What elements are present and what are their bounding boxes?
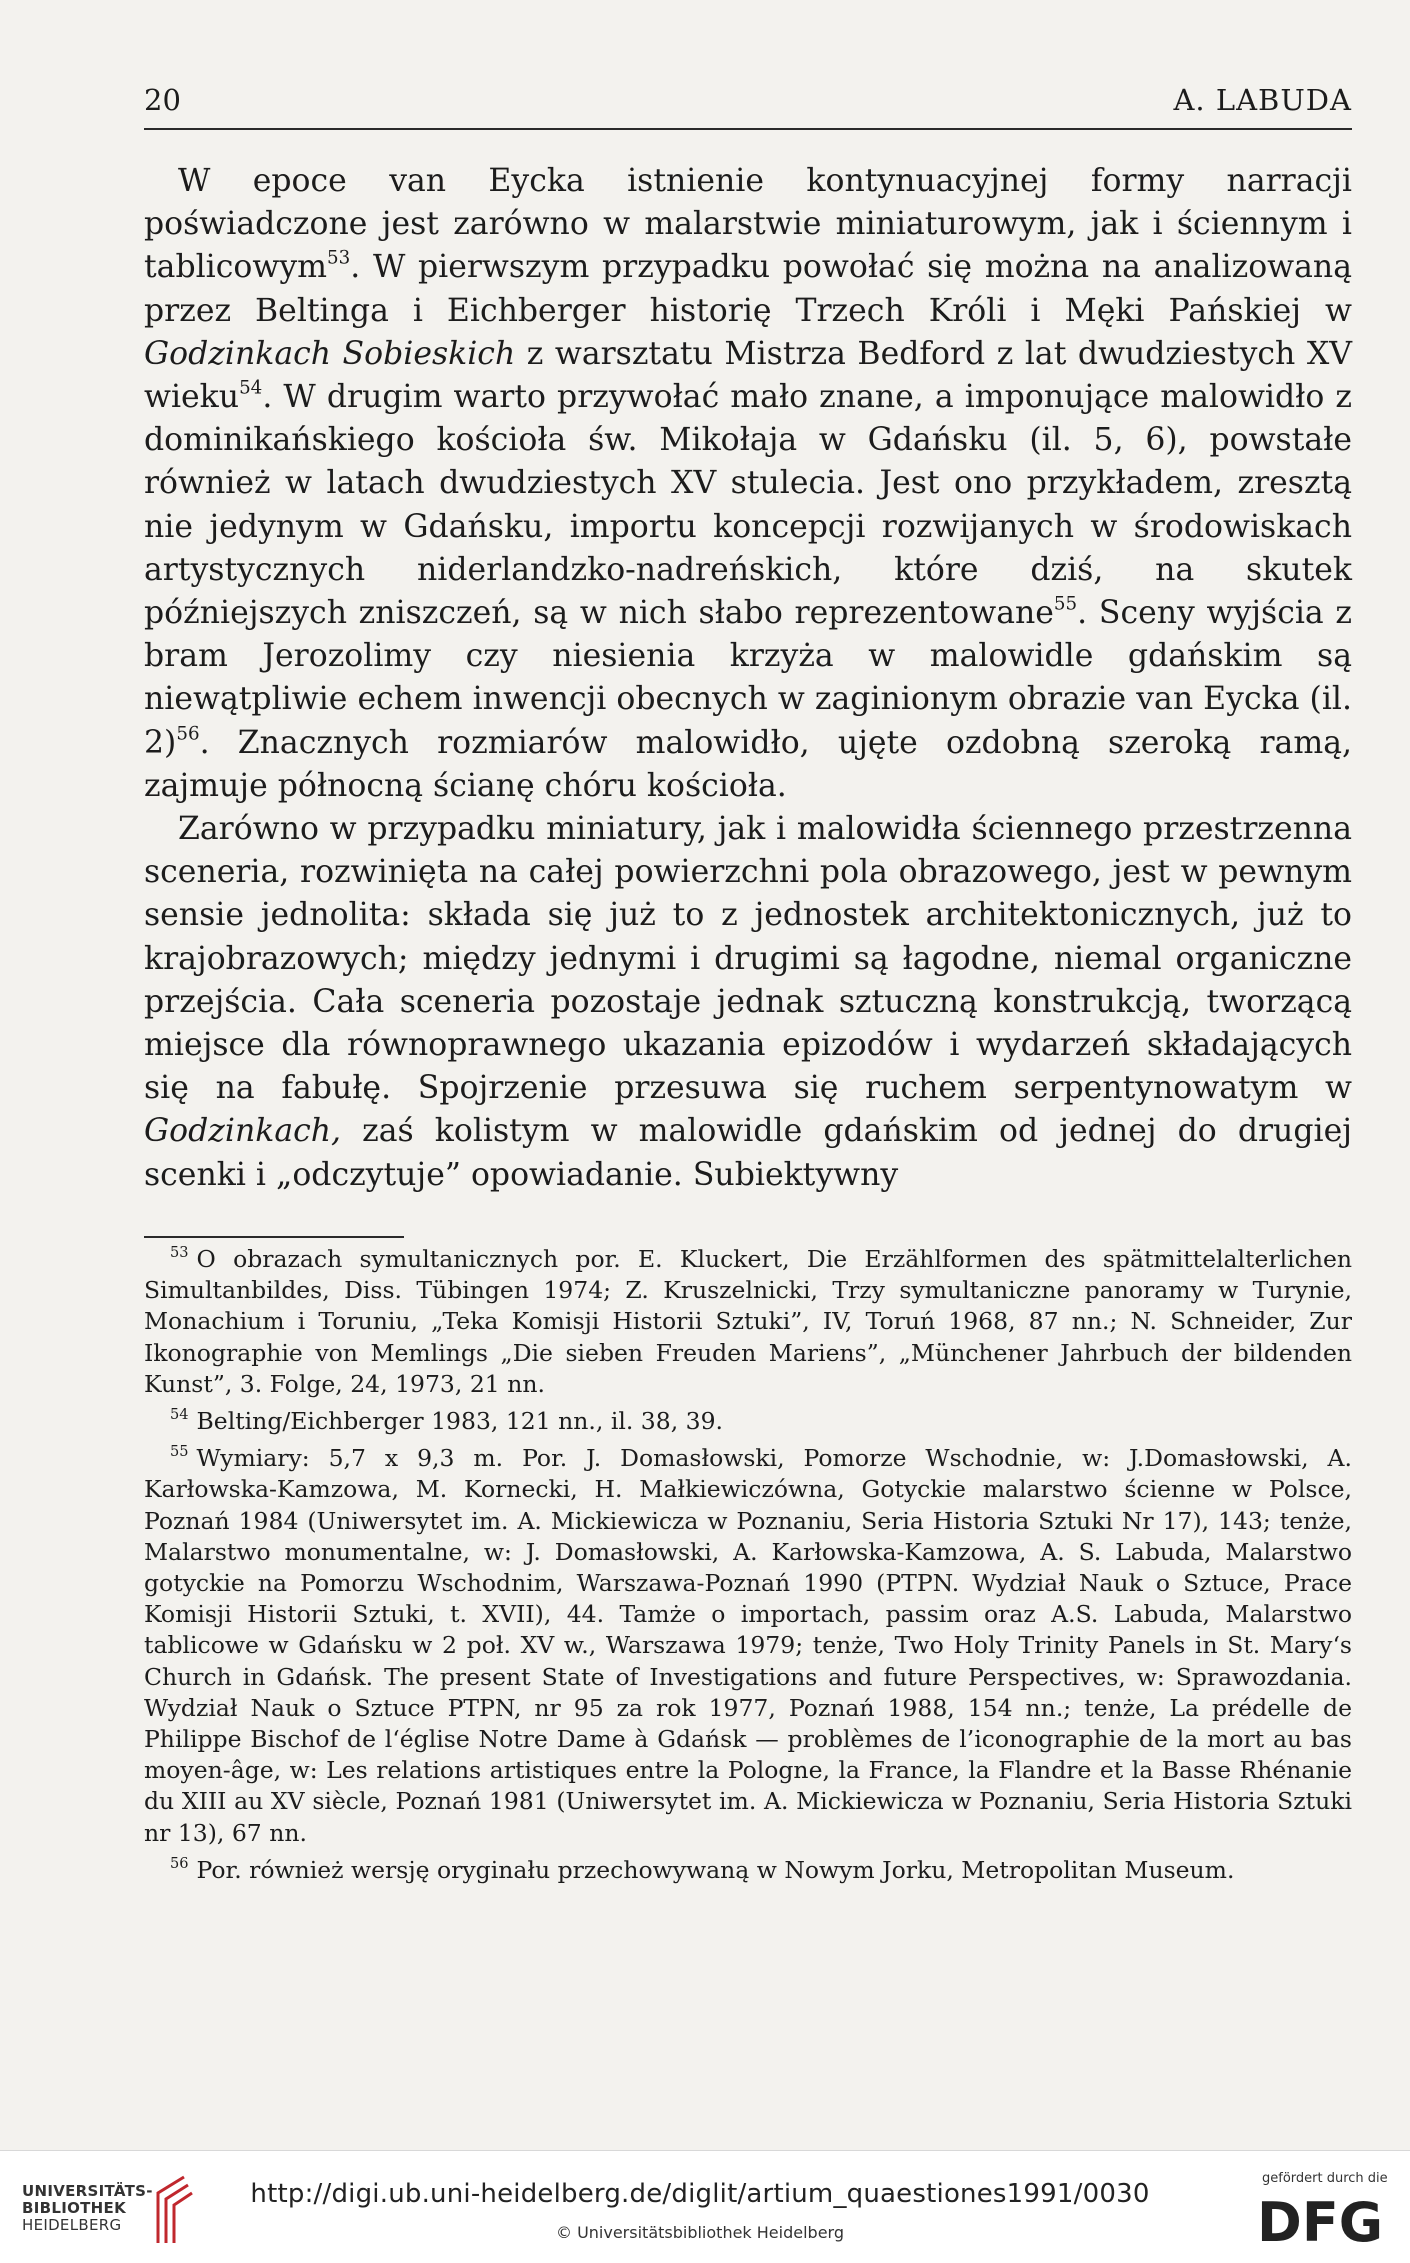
text-run: z warsztatu Mistrza Bedford z lat dwudziestych XV wieku	[144, 335, 1352, 416]
library-name	[22, 2183, 153, 2234]
funded-by-label: gefördert durch die	[1262, 2171, 1388, 2186]
footnote-text: Belting/Eichberger 1983, 121 nn., il. 38, 39.	[196, 1407, 724, 1436]
permalink-url[interactable]: http://digi.ub.uni-heidelberg.de/diglit/artium_quaestiones1991/0030	[250, 2179, 1150, 2209]
text-run: . Znacznych rozmiarów malowidło, ujęte ozdobną szeroką ramą, zajmuje północną ścianę chóru kościoła.	[144, 724, 1352, 804]
italic-title: Godzinkach Sobieskich	[144, 335, 516, 372]
library-name-line: UNIVERSITÄTS-	[22, 2182, 153, 2200]
text-run: zaś kolistym w malowidle gdańskim od jednej do drugiej scenki i „odczytuje” opowiadanie. Subiektywny	[144, 1113, 1352, 1193]
footnote-ref-55[interactable]: 55	[1053, 593, 1078, 615]
footnote-separator	[144, 1236, 404, 1238]
page-number: 20	[144, 83, 181, 117]
footnote-text: Wymiary: 5,7 x 9,3 m. Por. J. Domasłowski, Pomorze Wschodnie, w: J.Domasłowski, A. Karłowska-Kamzowa, M. Kornecki, H. Małkiewiczówna, Gotyckie malarstwo ścienne w Polsce, Poznań 1984 (Uniwersytet im. A. Mickiewicza w Poznaniu, Seria Historia Sztuki Nr 17), 143; tenże, Malarstwo monumentalne, w: J. Domasłowski, A. Karłowska-Kamzowa, A. S. Labuda, Malarstwo gotyckie na Pomorzu Wschodnim, Warszawa-Poznań 1990 (PTPN. Wydział Nauk o Sztuce, Prace Komisji Historii Sztuki, t. XVII), 44. Tamże o importach, passim oraz A.S. Labuda, Malarstwo tablicowe w Gdańsku w 2 poł. XV w., Warszawa 1979; tenże, Two Holy Trinity Panels in St. Mary‘s Church in Gdańsk. The present State of Investigations and future Perspectives, w: Sprawozdania. Wydział Nauk o Sztuce PTPN, nr 95 za rok 1977, Poznań 1988, 154 nn.; tenże, La prédelle de Philippe Bischof de l‘église Notre Dame à Gdańsk — problèmes de l’iconographie de la mort au bas moyen-âge, w: Les relations artistiques entre la Pologne, la France, la Flandre et la Basse Rhénanie du XIII au XV siècle, Poznań 1981 (Uniwersytet im. A. Mickiewicza w Poznaniu, Seria Historia Sztuki nr 13), 67 nn.	[144, 1444, 1352, 1847]
footnote-number: 54	[170, 1405, 189, 1423]
paragraph-2	[144, 808, 1352, 1197]
main-text	[144, 160, 1352, 1197]
footnote-56	[144, 1855, 1352, 1886]
footnotes	[144, 1244, 1352, 1892]
paragraph-1	[144, 160, 1352, 808]
footnote-53	[144, 1244, 1352, 1400]
footnote-text: Por. również wersję oryginału przechowywaną w Nowym Jorku, Metropolitan Museum.	[196, 1855, 1235, 1884]
text-run: . W drugim warto przywołać mało znane, a imponujące malowidło z dominikańskiego kościoła św. Mikołaja w Gdańsku (il. 5, 6), powstałe również w latach dwudziestych XV stulecia. Jest ono przykładem, zresztą nie jedynym w Gdańsku, importu koncepcji rozwijanych w środowiskach artystycznych niderlandzko-nadreńskich, które dziś, na skutek późniejszych zniszczeń, są w nich słabo reprezentowane	[144, 379, 1352, 632]
footnote-ref-53[interactable]: 53	[327, 247, 351, 269]
footnote-text: O obrazach symultanicznych por. E. Kluckert, Die Erzählformen des spätmittelalterlichen Simultanbildes, Diss. Tübingen 1974; Z. Kruszelnicki, Trzy symultaniczne panoramy w Turynie, Monachium i Toruniu, „Teka Komisji Historii Sztuki”, IV, Toruń 1968, 87 nn.; N. Schneider, Zur Ikonographie von Memlings „Die sieben Freuden Mariens”, „Münchener Jahrbuch der bildenden Kunst”, 3. Folge, 24, 1973, 21 nn.	[144, 1245, 1352, 1398]
dfg-logo-icon	[1255, 2191, 1385, 2245]
running-header	[144, 78, 1352, 130]
library-name-line: BIBLIOTHEK	[22, 2199, 126, 2217]
footnote-number: 56	[170, 1854, 189, 1872]
digitization-footer	[0, 2150, 1410, 2263]
library-name-line: HEIDELBERG	[22, 2216, 122, 2234]
text-run: W epoce van Eycka istnienie kontynuacyjnej formy narracji poświadczone jest zarówno w malarstwie miniaturowym, jak i ściennym i tablicowym	[144, 163, 1352, 286]
dfg-logo-text: DFG	[1257, 2191, 1384, 2245]
footnote-ref-54[interactable]: 54	[239, 377, 263, 399]
footnote-number: 53	[170, 1243, 189, 1261]
footnote-55	[144, 1443, 1352, 1849]
footnote-number: 55	[170, 1443, 189, 1461]
library-logo-icon	[148, 2173, 194, 2245]
copyright-notice: © Universitätsbibliothek Heidelberg	[555, 2223, 844, 2242]
footnote-54	[144, 1406, 1352, 1437]
text-run: . Sceny wyjścia z bram Jerozolimy czy niesienia krzyża w malowidle gdańskim są niewątpliwie echem inwencji obecnych w zaginionym obrazie van Eycka (il. 2)	[144, 595, 1352, 761]
running-author: A. LABUDA	[1173, 83, 1352, 117]
italic-title: Godzinkach,	[144, 1113, 342, 1150]
text-run: Zarówno w przypadku miniatury, jak i malowidła ściennego przestrzenna sceneria, rozwinięta na całej powierzchni pola obrazowego, jest w pewnym sensie jednolita: składa się już to z jednostek architektonicznych, już to krajobrazowych; między jednymi i drugimi są łagodne, niemal organiczne przejścia. Cała sceneria pozostaje jednak sztuczną konstrukcją, tworzącą miejsce dla równoprawnego ukazania epizodów i wydarzeń składających się na fabułę. Spojrzenie przesuwa się ruchem serpentynowatym w	[144, 811, 1352, 1107]
footnote-ref-56[interactable]: 56	[176, 722, 200, 744]
text-run: . W pierwszym przypadku powołać się można na analizowaną przez Beltinga i Eichberger historię Trzech Króli i Męki Pańskiej w	[144, 249, 1352, 329]
